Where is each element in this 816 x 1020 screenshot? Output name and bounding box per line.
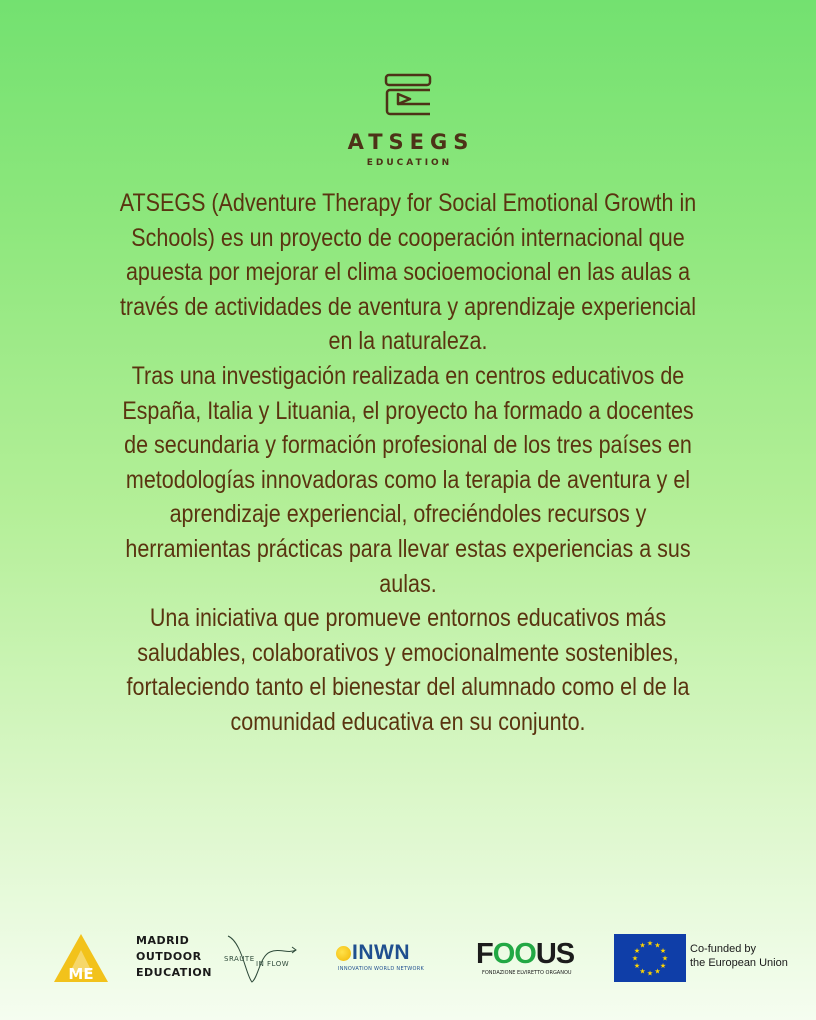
brand-subtitle: EDUCATION xyxy=(366,158,453,168)
eu-star-icon: ★ xyxy=(639,942,646,950)
in-flow-word: IN FLOW xyxy=(256,960,290,968)
sraute-in-flow-logo xyxy=(222,928,302,988)
sraute-word: SRAUTE xyxy=(224,955,255,963)
globe-icon xyxy=(336,946,351,961)
paragraph-research: Tras una investigación realizada en centros educativos de España, Italia y Lituania, el proyecto ha formado a docentes de secundaria y formación profesional de los tres países en metodologías innovadoras como la terapia de aventura y el aprendizaje experiencial, ofreciéndoles recursos y herramientas prácticas para llevar estas experiencias a sus aulas. xyxy=(122,361,694,598)
eu-star-icon: ★ xyxy=(639,968,646,976)
eu-star-icon: ★ xyxy=(661,955,669,963)
focus-wordmark: FOOUS xyxy=(476,938,575,970)
eu-star-icon: ★ xyxy=(633,948,641,955)
eu-star-icon: ★ xyxy=(654,968,661,976)
eu-star-icon: ★ xyxy=(659,963,667,970)
eu-star-icon: ★ xyxy=(646,970,654,978)
paragraph-intro: ATSEGS (Adventure Therapy for Social Emotional Growth in Schools) es un proyecto de cooperación internacional que apuesta por mejorar el clima socioemocional en las aulas a través de actividades de aventura y aprendizaje experiencial en la naturaleza. xyxy=(119,189,697,356)
mountain-emblem-icon xyxy=(52,932,110,984)
focus-tagline: FONDAZIONE ELVIRETTO ORGANOU xyxy=(482,970,572,976)
svg-text:ME: ME xyxy=(68,965,94,983)
atsegs-logo xyxy=(0,72,816,168)
inwn-logo xyxy=(336,928,432,988)
eu-star-icon: ★ xyxy=(654,942,661,950)
atsegs-e-logo-icon xyxy=(378,72,438,122)
paragraph-initiative: Una iniciativa que promueve entornos educativos más saludables, colaborativos y emocionalmente sostenibles, fortaleciendo tanto el bienestar del alumnado como el de la comunidad educativa en su conjunto. xyxy=(126,604,690,736)
eu-star-icon: ★ xyxy=(646,940,654,948)
eu-star-icon: ★ xyxy=(631,955,639,963)
inwn-tagline: INNOVATION WORLD NETWORK xyxy=(338,966,425,972)
description-text xyxy=(117,186,698,740)
eu-star-icon: ★ xyxy=(659,948,667,955)
partner-logos xyxy=(0,928,816,988)
madrid-outdoor-text: MADRID OUTDOOR EDUCATION xyxy=(136,934,212,979)
eu-caption: Co-funded by the European Union xyxy=(690,943,788,969)
brand-name: ATSEGS xyxy=(347,130,475,154)
eu-cofunded-logo xyxy=(614,928,794,988)
focus-logo xyxy=(476,928,575,988)
eu-star-icon: ★ xyxy=(633,963,641,970)
eu-flag-icon xyxy=(614,934,686,982)
inwn-name: INWN xyxy=(352,941,410,964)
madrid-outdoor-education-logo xyxy=(52,928,212,988)
